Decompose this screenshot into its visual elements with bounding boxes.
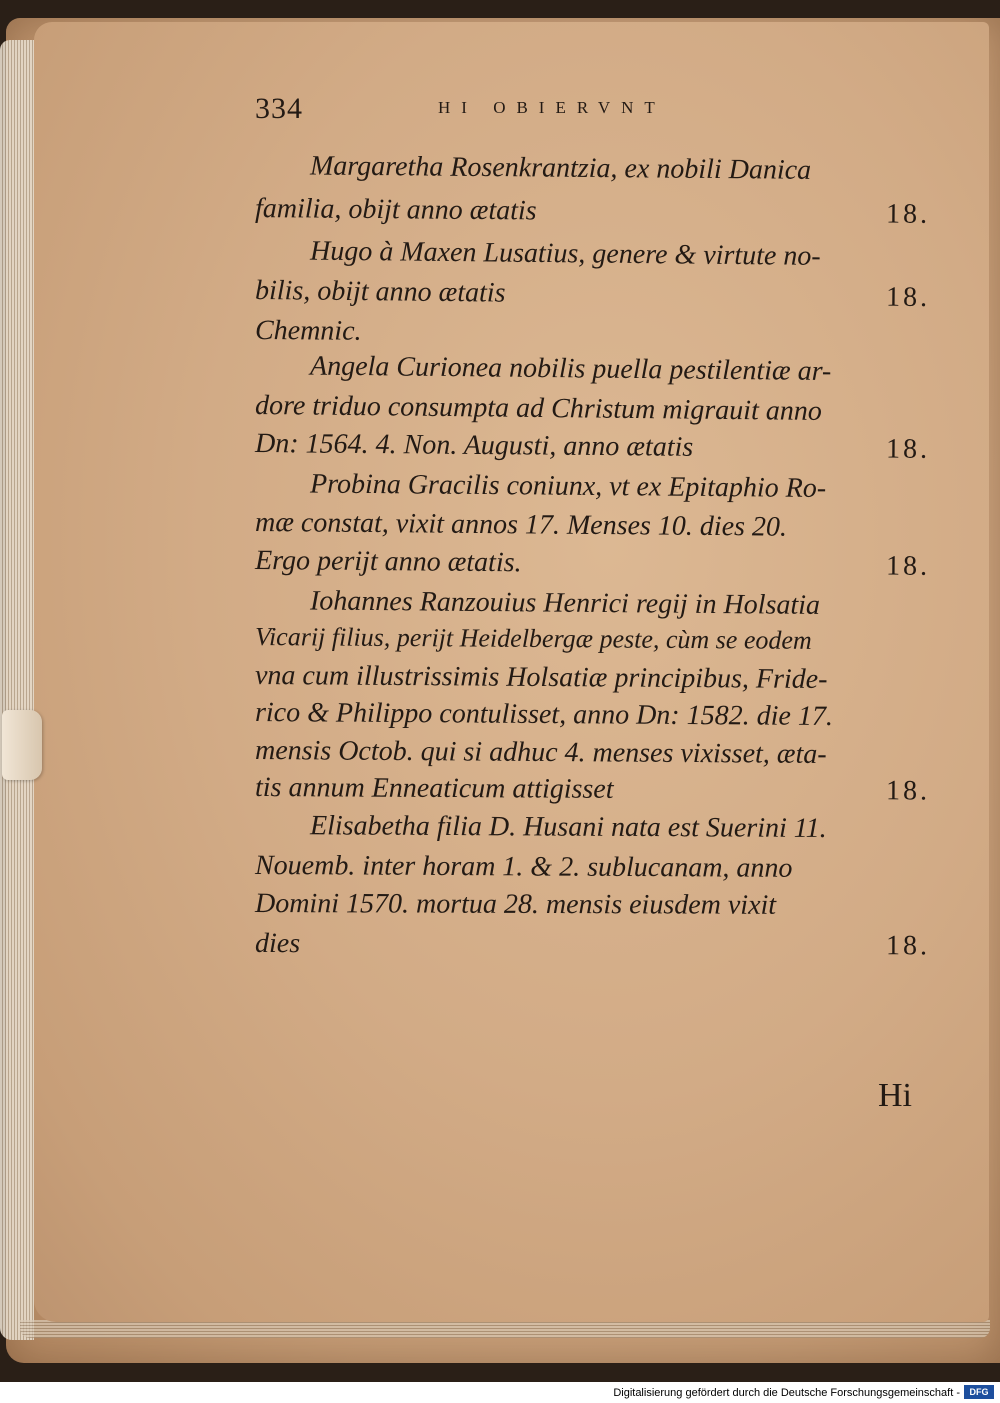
line-text: Ergo perijt anno ætatis. [254,545,522,579]
line-text: rico & Philippo contulisset, anno Dn: 1582. die 17. [254,697,833,733]
line-text: Domini 1570. mortua 28. mensis eiusdem vixit [254,888,777,921]
line-text: Hugo à Maxen Lusatius, genere & virtute no- [309,235,821,272]
line-text: mæ constat, vixit annos 17. Menses 10. dies 20. [254,507,788,543]
line-text: Chemnic. [254,315,362,347]
line-text: Nouemb. inter horam 1. & 2. sublucanam, anno [254,850,793,884]
line-text: Angela Curionea nobilis puella pestilentiæ ar- [309,350,832,388]
line-text: dore triduo consumpta ad Christum migrauit anno [254,390,822,427]
catchword: Hi [878,1077,912,1114]
clip-tab [2,710,42,780]
line-text: Vicarij filius, perijt Heidelbergæ peste, cùm se eodem [254,622,812,655]
text-line [255,928,930,974]
page-number: 334 [255,92,303,125]
dfg-logo: DFG [964,1385,994,1399]
line-text: vna cum illustrissimis Holsatiæ principibus, Fride- [254,660,828,695]
line-number: 18. [885,550,931,582]
line-number: 18. [885,930,931,962]
line-text: Dn: 1564. 4. Non. Augusti, anno ætatis [254,428,694,463]
text-line [255,150,930,200]
line-number: 18. [885,775,931,807]
footer-credit: Digitalisierung gefördert durch die Deutsche Forschungsgemeinschaft - [613,1387,960,1399]
page-edges [0,40,34,1340]
line-text: mensis Octob. qui si adhuc 4. menses vixisset, æta- [254,735,827,770]
line-text: Margaretha Rosenkrantzia, ex nobili Danica [309,150,812,186]
line-text: familia, obijt anno ætatis [254,193,537,227]
running-head-title: HI OBIERVNT [438,98,666,117]
line-text: Elisabetha filia D. Husani nata est Suerini 11. [309,810,827,844]
line-text: bilis, obijt anno ætatis [254,275,506,309]
page-edges-bottom [20,1320,990,1338]
line-number: 18. [885,281,931,314]
running-head [255,92,666,126]
line-text: Iohannes Ranzouius Henrici regij in Holsatia [309,585,821,621]
line-number: 18. [885,433,931,465]
line-number: 18. [885,198,931,230]
line-text: dies [254,928,301,960]
line-text: Probina Gracilis coniunx, vt ex Epitaphio Ro- [309,468,827,504]
line-text: tis annum Enneaticum attigisset [254,772,614,805]
